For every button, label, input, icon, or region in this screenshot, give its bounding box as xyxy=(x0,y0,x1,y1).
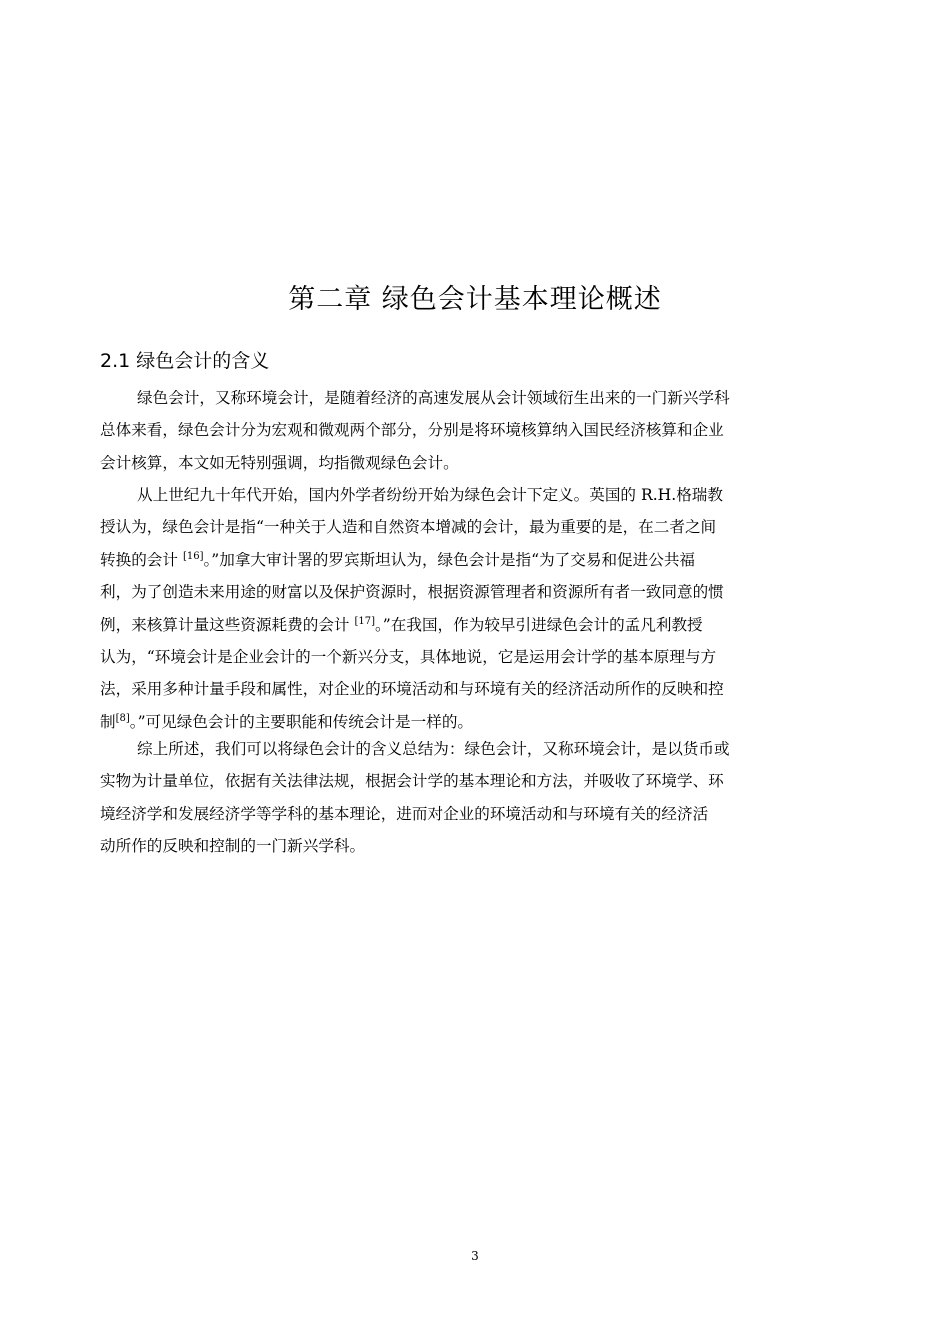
paragraph-line: 动所作的反映和控制的一门新兴学科。 xyxy=(100,837,366,856)
paragraph-line: 授认为，绿色会计是指“一种关于人造和自然资本增减的会计，最为重要的是，在二者之间 xyxy=(100,518,717,537)
paragraph-summary xyxy=(100,733,852,863)
citation-8: [8] xyxy=(115,712,130,724)
paragraph-line: 法，采用多种计量手段和属性，对企业的环境活动和与环境有关的经济活动所作的反映和控 xyxy=(100,680,724,699)
citation-17: [17] xyxy=(354,615,375,627)
chapter-title: 第二章 绿色会计基本理论概述 xyxy=(288,284,662,315)
paragraph-line: 总体来看，绿色会计分为宏观和微观两个部分，分别是将环境核算纳入国民经济核算和企业 xyxy=(100,421,724,440)
section-heading: 2.1 绿色会计的含义 xyxy=(100,350,270,372)
text-segment: 转换的会计 xyxy=(100,550,183,569)
text-segment: 。”在我国，作为较早引进绿色会计的孟凡利教授 xyxy=(375,615,703,634)
paragraph-line: 绿色会计，又称环境会计，是随着经济的高速发展从会计领域衍生出来的一门新兴学科 xyxy=(137,389,730,407)
paragraph-definition-intro xyxy=(100,382,852,479)
text-segment: 例，来核算计量这些资源耗费的会计 xyxy=(100,615,355,634)
paragraph-line: 从上世纪九十年代开始，国内外学者纷纷开始为绿色会计下定义。英国的 R.H.格瑞教 xyxy=(137,486,723,504)
page-number: 3 xyxy=(471,1249,479,1263)
paragraph-line: 实物为计量单位，依据有关法律法规，根据会计学的基本理论和方法，并吸收了环境学、环 xyxy=(100,772,724,791)
paragraph-line xyxy=(100,609,852,641)
paragraph-line xyxy=(100,544,852,576)
paragraph-line: 境经济学和发展经济学等学科的基本理论，进而对企业的环境活动和与环境有关的经济活 xyxy=(100,804,709,823)
text-segment: 制 xyxy=(100,712,116,731)
paragraph-line: 综上所述，我们可以将绿色会计的含义总结为：绿色会计，又称环境会计，是以货币或 xyxy=(137,740,730,758)
text-segment: 。”可见绿色会计的主要职能和传统会计是一样的。 xyxy=(129,712,474,731)
paragraph-scholar-definitions xyxy=(100,479,852,738)
paragraph-line: 利，为了创造未来用途的财富以及保护资源时，根据资源管理者和资源所有者一致同意的惯 xyxy=(100,583,724,602)
paragraph-line: 认为，“环境会计是企业会计的一个新兴分支，具体地说，它是运用会计学的基本原理与方 xyxy=(100,647,717,666)
citation-16: [16] xyxy=(182,550,204,562)
paragraph-line: 会计核算，本文如无特别强调，均指微观绿色会计。 xyxy=(100,453,459,472)
text-segment: 。”加拿大审计署的罗宾斯坦认为，绿色会计是指“为了交易和促进公共福 xyxy=(203,550,696,569)
